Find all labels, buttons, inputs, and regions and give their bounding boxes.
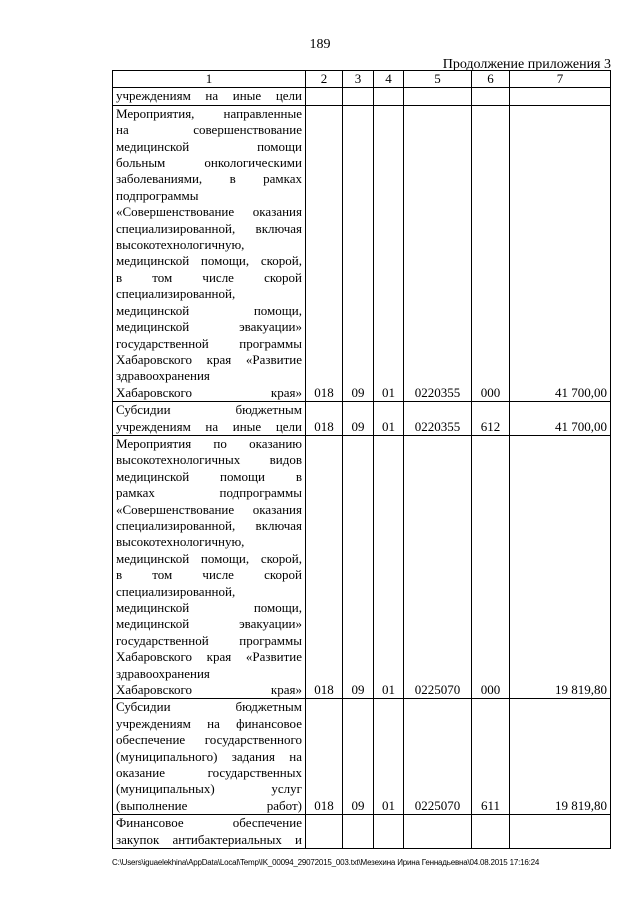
table-row	[113, 815, 611, 849]
cell-expense-type	[472, 815, 510, 849]
cell-amount	[510, 88, 611, 105]
col-header-4: 4	[374, 71, 404, 88]
cell-subsection: 01	[374, 699, 404, 815]
cell-admin-code: 018	[306, 402, 343, 436]
continuation-note: Продолжение приложения 3	[442, 57, 611, 72]
cell-admin-code: 018	[306, 699, 343, 815]
budget-table	[112, 70, 611, 849]
row-description: Субсидии бюджетным учреждениям на иные цели	[113, 402, 306, 436]
col-header-7: 7	[510, 71, 611, 88]
table-row	[113, 88, 611, 105]
cell-admin-code: 018	[306, 105, 343, 401]
cell-target-article	[404, 88, 472, 105]
cell-admin-code: 018	[306, 435, 343, 699]
cell-target-article: 0220355	[404, 402, 472, 436]
cell-section: 09	[343, 435, 374, 699]
table-row	[113, 402, 611, 436]
cell-section	[343, 88, 374, 105]
file-path-footer: C:\Users\iguaelekhina\AppData\Local\Temp\IK_00094_29072015_003.txt\Мезехина Ирина Геннадьевна\04.08.2015 17:16:24	[112, 858, 540, 867]
col-header-3: 3	[343, 71, 374, 88]
cell-subsection: 01	[374, 105, 404, 401]
cell-expense-type	[472, 88, 510, 105]
table-row	[113, 105, 611, 401]
row-description: учреждениям на иные цели	[113, 88, 306, 105]
cell-target-article: 0225070	[404, 699, 472, 815]
col-header-2: 2	[306, 71, 343, 88]
cell-amount	[510, 815, 611, 849]
cell-section: 09	[343, 105, 374, 401]
cell-expense-type: 000	[472, 435, 510, 699]
table-header-row	[113, 71, 611, 88]
cell-section: 09	[343, 402, 374, 436]
cell-section	[343, 815, 374, 849]
row-description: Мероприятия по оказанию высокотехнологичных видов медицинской помощи в рамках подпрограммы «Совершенствование оказания специализированной, включая высокотехнологичную, медицинской помощи, скорой, в том числе скорой специализированной, медицинской помощи, медицинской эвакуации» государственной программы Хабаровского края «Развитие здравоохранения Хабаровского края»	[113, 435, 306, 699]
cell-subsection: 01	[374, 402, 404, 436]
row-description: Субсидии бюджетным учреждениям на финансовое обеспечение государственного (муниципального) задания на оказание государственных (муниципальных) услуг (выполнение работ)	[113, 699, 306, 815]
cell-subsection	[374, 815, 404, 849]
cell-expense-type: 611	[472, 699, 510, 815]
cell-expense-type: 000	[472, 105, 510, 401]
cell-amount: 19 819,80	[510, 699, 611, 815]
cell-amount: 41 700,00	[510, 105, 611, 401]
table-row	[113, 435, 611, 699]
table-row	[113, 699, 611, 815]
cell-amount: 19 819,80	[510, 435, 611, 699]
cell-admin-code	[306, 815, 343, 849]
cell-subsection	[374, 88, 404, 105]
cell-expense-type: 612	[472, 402, 510, 436]
row-description: Финансовое обеспечение закупок антибактериальных и	[113, 815, 306, 849]
row-description: Мероприятия, направленные на совершенствование медицинской помощи больным онкологическими заболеваниями, в рамках подпрограммы «Совершенствование оказания специализированной, включая высокотехнологичную, медицинской помощи, скорой, в том числе скорой специализированной, медицинской помощи, медицинской эвакуации» государственной программы Хабаровского края «Развитие здравоохранения Хабаровского края»	[113, 105, 306, 401]
cell-section: 09	[343, 699, 374, 815]
col-header-6: 6	[472, 71, 510, 88]
cell-target-article	[404, 815, 472, 849]
cell-target-article: 0220355	[404, 105, 472, 401]
cell-subsection: 01	[374, 435, 404, 699]
cell-admin-code	[306, 88, 343, 105]
cell-amount: 41 700,00	[510, 402, 611, 436]
cell-target-article: 0225070	[404, 435, 472, 699]
page-number: 189	[309, 37, 331, 52]
col-header-5: 5	[404, 71, 472, 88]
col-header-1: 1	[113, 71, 306, 88]
